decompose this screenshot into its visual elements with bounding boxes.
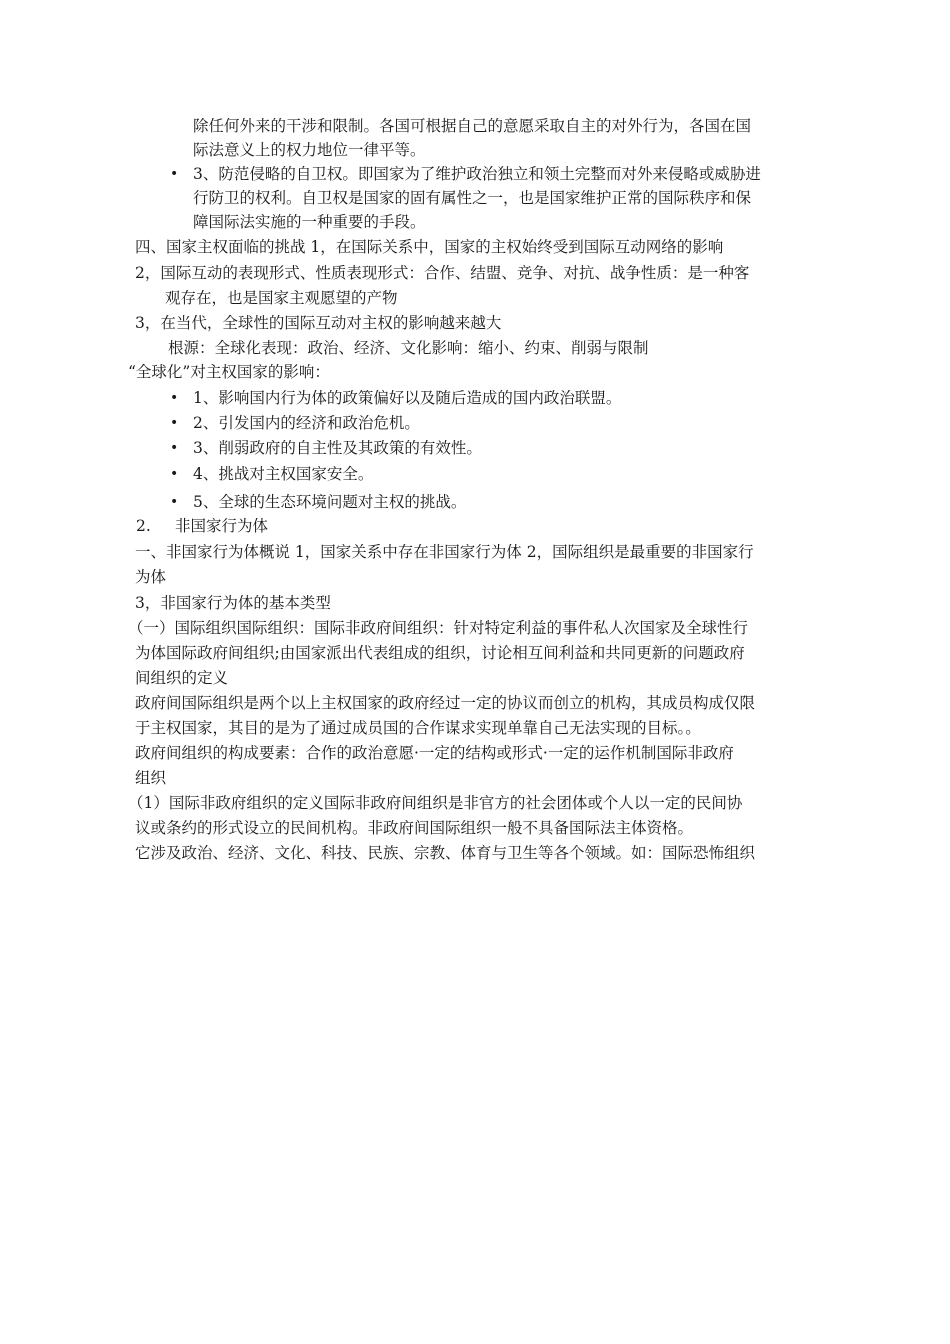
list-item: 3、削弱政府的自主性及其政策的有效性。 xyxy=(193,439,482,457)
chapter-title: 非国家行为体 xyxy=(175,517,269,535)
subsection-heading: “全球化”对主权国家的影响： xyxy=(128,363,330,381)
bullet-icon: • xyxy=(170,466,179,482)
paragraph-line: 组织 xyxy=(135,769,167,787)
list-item-continuation: 障国际法实施的一种重要的手段。 xyxy=(193,213,426,231)
paragraph-line: 它涉及政治、经济、文化、科技、民族、宗教、体育与卫生等各个领域。如：国际恐怖组织 xyxy=(135,844,756,862)
paragraph-line: 一、非国家行为体概说 1，国家关系中存在非国家行为体 2，国际组织是最重要的非国家行 xyxy=(135,543,754,561)
section-heading: 四、国家主权面临的挑战 1，在国际关系中，国家的主权始终受到国际互动网络的影响 xyxy=(135,238,724,256)
paragraph-line: （1）国际非政府组织的定义国际非政府间组织是非官方的社会团体或个人以一定的民间协 xyxy=(128,794,743,812)
paragraph-line: 2，国际互动的表现形式、性质表现形式：合作、结盟、竞争、对抗、战争性质：是一种客 xyxy=(135,264,750,282)
paragraph-line: 观存在，也是国家主观愿望的产物 xyxy=(165,289,398,307)
paragraph-line: 于主权国家，其目的是为了通过成员国的合作谋求实现单靠自己无法实现的目标。。 xyxy=(135,719,701,737)
paragraph-line: 间组织的定义 xyxy=(135,669,229,687)
list-item: 1、影响国内行为体的政策偏好以及随后造成的国内政治联盟。 xyxy=(193,389,622,407)
bullet-icon: • xyxy=(170,494,179,510)
chapter-number: 2. xyxy=(136,517,151,535)
list-item: 3、防范侵略的自卫权。即国家为了维护政治独立和领土完整而对外来侵略或威胁进 xyxy=(193,165,761,183)
list-item-continuation: 行防卫的权利。自卫权是国家的固有属性之一，也是国家维护正常的国际秩序和保 xyxy=(193,189,752,207)
paragraph-line: （一）国际组织国际组织：国际非政府间组织：针对特定利益的事件私人次国家及全球性行 xyxy=(128,619,749,637)
list-item: 2、引发国内的经济和政治危机。 xyxy=(193,414,420,432)
paragraph-line: 为体 xyxy=(135,568,167,586)
bullet-icon: • xyxy=(170,440,179,456)
paragraph-line: 议或条约的形式设立的民间机构。非政府间国际组织一般不具备国际法主体资格。 xyxy=(135,819,694,837)
bullet-icon: • xyxy=(170,415,179,431)
paragraph-line: 政府间组织的构成要素：合作的政治意愿·一定的结构或形式·一定的运作机制国际非政府 xyxy=(135,744,734,762)
paragraph-line: 为体国际政府间组织;由国家派出代表组成的组织，讨论相互间利益和共同更新的问题政府 xyxy=(135,644,745,662)
paragraph-line: 3，在当代，全球性的国际互动对主权的影响越来越大 xyxy=(135,314,502,332)
paragraph-line: 政府间国际组织是两个以上主权国家的政府经过一定的协议而创立的机构，其成员构成仅限 xyxy=(135,694,756,712)
list-item: 5、全球的生态环境问题对主权的挑战。 xyxy=(193,493,467,511)
bullet-icon: • xyxy=(170,390,179,406)
bullet-icon: • xyxy=(170,166,179,182)
paragraph-line: 际法意义上的权力地位一律平等。 xyxy=(193,141,426,159)
paragraph-line: 除任何外来的干涉和限制。各国可根据自己的意愿采取自主的对外行为，各国在国 xyxy=(193,117,752,135)
paragraph-line: 3，非国家行为体的基本类型 xyxy=(135,594,331,612)
paragraph-line: 根源：全球化表现：政治、经济、文化影响：缩小、约束、削弱与限制 xyxy=(168,339,649,357)
list-item: 4、挑战对主权国家安全。 xyxy=(193,465,374,483)
